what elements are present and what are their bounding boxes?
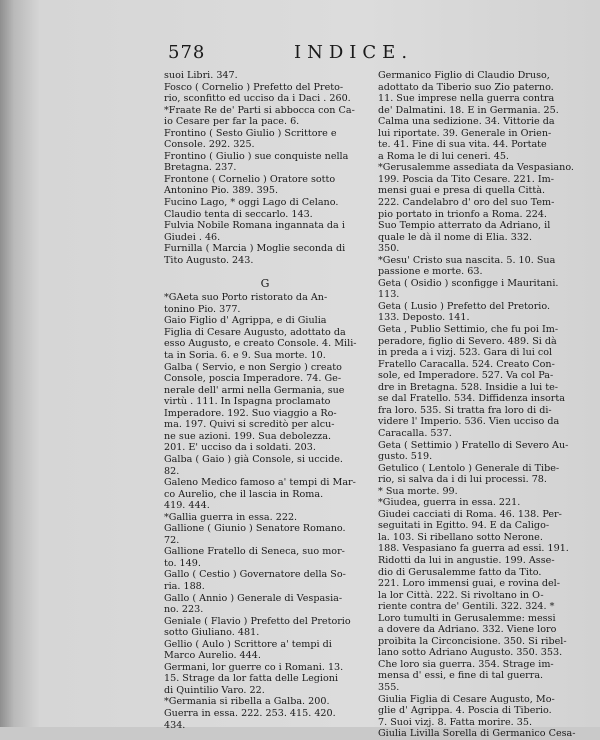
index-entry-line: Frontone ( Cornelio ) Oratore sotto bbox=[164, 173, 336, 185]
index-entry-line: 133. Deposto. 141. bbox=[378, 312, 470, 324]
index-entry-line: nerale dell' armi nella Germania, sue bbox=[164, 384, 345, 396]
index-entry-line: ria. 188. bbox=[164, 580, 205, 592]
index-entry-line: Console, poscia Imperadore. 74. Ge- bbox=[164, 373, 342, 385]
index-entry-line: videre l' Imperio. 536. Vien ucciso da bbox=[378, 416, 560, 428]
index-entry-line: gusto. 519. bbox=[378, 451, 433, 463]
index-entry-line: Giulia Livilla Sorella di Germanico Cesa- bbox=[378, 728, 576, 740]
index-entry-line: Imperadore. 192. Suo viaggio a Ro- bbox=[164, 407, 337, 419]
index-entry-line: lui riportate. 39. Generale in Orien- bbox=[378, 127, 552, 139]
index-entry-line: Ridotti da lui in angustie. 199. Asse- bbox=[378, 554, 555, 566]
index-entry-line: 419. 444. bbox=[164, 500, 210, 512]
page-title: INDICE. bbox=[294, 42, 414, 63]
index-entry-line: dio di Gerusalemme fatto da Tito. bbox=[378, 566, 542, 578]
index-entry-line: 72. bbox=[164, 534, 180, 546]
index-entry-line: * Sua morte. 99. bbox=[378, 485, 458, 497]
index-entry-line: co Aurelio, che il lascia in Roma. bbox=[164, 488, 324, 500]
index-entry-line: Fucino Lago, * oggi Lago di Celano. bbox=[164, 197, 339, 209]
index-entry-line: no. 223. bbox=[164, 604, 204, 616]
section-letter: G bbox=[260, 277, 270, 291]
index-entry-line: *Germania si ribella a Galba. 200. bbox=[164, 696, 330, 708]
index-entry-line: Gallo ( Cestio ) Governatore della So- bbox=[164, 569, 346, 581]
index-entry-line: 350. bbox=[378, 243, 400, 255]
index-entry-line: Furnilla ( Marcia ) Moglie seconda di bbox=[164, 243, 346, 255]
index-entry-line: de' Dalmatini. 18. E in Germania. 25. bbox=[378, 104, 559, 116]
index-entry-line: Geta , Publio Settimio, che fu poi Im- bbox=[378, 324, 559, 336]
index-entry-line: Gellio ( Aulo ) Scrittore a' tempi di bbox=[164, 638, 332, 650]
index-column-right bbox=[378, 70, 580, 740]
page-number: 578 bbox=[168, 42, 206, 63]
index-entry-line: Marco Aurelio. 444. bbox=[164, 650, 261, 662]
index-entry-line: suoi Libri. 347. bbox=[164, 70, 238, 81]
index-entry-line: Gallo ( Annio ) Generale di Vespasia- bbox=[164, 592, 343, 604]
index-entry-line: 82. bbox=[164, 465, 180, 477]
index-entry-line: io Cesare per far la pace. 6. bbox=[164, 116, 300, 128]
index-entry-line: 199. Poscia da Tito Cesare. 221. Im- bbox=[378, 173, 555, 185]
index-entry-line: dre in Bretagna. 528. Insidie a lui te- bbox=[378, 381, 558, 393]
index-entry-line: lano sotto Adriano Augusto. 350. 353. bbox=[378, 647, 563, 659]
index-entry-line: Giulia Figlia di Cesare Augusto, Mo- bbox=[378, 693, 555, 705]
index-entry-line: Geta ( Settimio ) Fratello di Severo Au- bbox=[378, 439, 569, 451]
index-entry-line: di Quintilio Varo. 22. bbox=[164, 684, 265, 696]
index-entry-line: sotto Giuliano. 481. bbox=[164, 627, 260, 639]
index-entry-line: rio, sconfitto ed ucciso da i Daci . 260. bbox=[164, 93, 351, 105]
index-entry-line: 355. bbox=[378, 681, 400, 693]
index-entry-line: Suo Tempio atterrato da Adriano, il bbox=[378, 220, 551, 232]
index-entry-line: Geniale ( Flavio ) Prefetto del Pretorio bbox=[164, 615, 351, 627]
index-entry-line: *Gerusalemme assediata da Vespasiano. bbox=[378, 162, 574, 174]
index-entry-line: la. 103. Si ribellano sotto Nerone. bbox=[378, 531, 543, 543]
index-entry-line: pio portato in trionfo a Roma. 224. bbox=[378, 208, 547, 220]
index-entry-line: 201. E' ucciso da i soldati. 203. bbox=[164, 442, 316, 454]
index-entry-line: mensa d' essi, e fine di tal guerra. bbox=[378, 670, 544, 682]
index-entry-line: Geta ( Osidio ) sconfigge i Mauritani. bbox=[378, 277, 559, 289]
index-entry-line: a Roma le di lui ceneri. 45. bbox=[378, 150, 509, 162]
index-entry-line: *Gesu' Cristo sua nascita. 5. 10. Sua bbox=[378, 254, 556, 266]
index-entry-line: 188. Vespasiano fa guerra ad essi. 191. bbox=[378, 543, 569, 555]
index-entry-line: Galba ( Gaio ) già Console, si uccide. bbox=[164, 453, 343, 465]
page-header bbox=[168, 42, 568, 66]
index-entry-line: se dal Fratello. 534. Diffidenza insorta bbox=[378, 393, 565, 405]
index-entry-line: rio, si salva da i di lui processi. 78. bbox=[378, 474, 547, 486]
index-entry-line: sole, ed Imperadore. 527. Va col Pa- bbox=[378, 370, 554, 382]
index-entry-line: Fosco ( Cornelio ) Prefetto del Preto- bbox=[164, 81, 344, 93]
index-entry-line: 11. Sue imprese nella guerra contra bbox=[378, 93, 555, 105]
index-entry-line: Claudio tenta di seccarlo. 143. bbox=[164, 208, 313, 220]
index-entry-line: Fulvia Nobile Romana ingannata da i bbox=[164, 220, 345, 232]
index-entry-line: 7. Suoi vizj. 8. Fatta morire. 35. bbox=[378, 716, 533, 728]
index-entry-line: Calma una sedizione. 34. Vittorie da bbox=[378, 116, 555, 128]
index-entry-line: Giudei cacciati di Roma. 46. 138. Per- bbox=[378, 508, 562, 520]
index-entry-line: Fratello Caracalla. 524. Creato Con- bbox=[378, 358, 555, 370]
index-entry-line: virtù . 111. In Ispagna proclamato bbox=[164, 396, 331, 408]
index-entry-line: Tito Augusto. 243. bbox=[164, 254, 254, 266]
index-entry-line: tonino Pio. 377. bbox=[164, 303, 241, 315]
index-entry-line: Gaio Figlio d' Agrippa, e di Giulia bbox=[164, 315, 327, 327]
index-entry-line: Giudei . 46. bbox=[164, 231, 221, 243]
index-entry-line: fra loro. 535. Si tratta fra loro di di- bbox=[378, 404, 552, 416]
index-entry-line: ma. 197. Quivi si screditò per alcu- bbox=[164, 419, 335, 431]
index-entry-line: la lor Città. 222. Si rivoltano in O- bbox=[378, 589, 544, 601]
index-entry-line: in preda a i vizj. 523. Gara di lui col bbox=[378, 347, 553, 359]
index-entry-line: *Fraate Re de' Parti si abbocca con Ca- bbox=[164, 104, 355, 116]
index-entry-line: *Giudea, guerra in essa. 221. bbox=[378, 497, 521, 509]
index-entry-line: seguitati in Egitto. 94. E da Caligo- bbox=[378, 520, 550, 532]
index-entry-line: te. 41. Fine di sua vita. 44. Portate bbox=[378, 139, 547, 151]
index-entry-line: passione e morte. 63. bbox=[378, 266, 483, 278]
index-entry-line: Console. 292. 325. bbox=[164, 139, 255, 151]
index-entry-line: Frontino ( Sesto Giulio ) Scrittore e bbox=[164, 127, 337, 139]
index-entry-line: Germanico Figlio di Claudio Druso, bbox=[378, 70, 550, 81]
index-entry-line: Guerra in essa. 222. 253. 415. 420. bbox=[164, 707, 336, 719]
index-entry-line: to. 149. bbox=[164, 557, 201, 569]
index-entry-line: esso Augusto, e creato Console. 4. Mili- bbox=[164, 338, 357, 350]
index-entry-line: Caracalla. 537. bbox=[378, 427, 452, 439]
index-entry-line: Antonino Pio. 389. 395. bbox=[164, 185, 278, 197]
index-entry-line: riente contra de' Gentili. 322. 324. * bbox=[378, 601, 555, 613]
index-entry-line: Bretagna. 237. bbox=[164, 162, 237, 174]
index-entry-line: quale le dà il nome di Elia. 332. bbox=[378, 231, 533, 243]
index-entry-line: 15. Strage da lor fatta delle Legioni bbox=[164, 673, 339, 685]
index-entry-line: *GAeta suo Porto ristorato da An- bbox=[164, 292, 328, 304]
index-entry-line: Gallione ( Giunio ) Senatore Romano. bbox=[164, 523, 346, 535]
index-column-left bbox=[164, 70, 366, 731]
index-entry-line: Galeno Medico famoso a' tempi di Mar- bbox=[164, 477, 356, 489]
index-entry-line: 221. Loro immensi guai, e rovina del- bbox=[378, 578, 560, 590]
index-entry-line: Geta ( Lusio ) Prefetto del Pretorio. bbox=[378, 300, 550, 312]
index-entry-line: Gallione Fratello di Seneca, suo mor- bbox=[164, 546, 345, 558]
index-entry-line: 434. bbox=[164, 719, 186, 731]
index-entry-line: peradore, figlio di Severo. 489. Si dà bbox=[378, 335, 557, 347]
index-entry-line: Che loro sia guerra. 354. Strage im- bbox=[378, 658, 554, 670]
index-entry-line: Galba ( Servio, e non Sergio ) creato bbox=[164, 361, 342, 373]
index-entry-line: Germani, lor guerre co i Romani. 13. bbox=[164, 661, 344, 673]
index-entry-line: Getulico ( Lentolo ) Generale di Tibe- bbox=[378, 462, 560, 474]
index-entry-line: ne sue azioni. 199. Sua debolezza. bbox=[164, 430, 331, 442]
index-entry-line: 113. bbox=[378, 289, 400, 301]
index-entry-line: proibita la Circoncisione. 350. Si ribel- bbox=[378, 635, 567, 647]
index-entry-line: mensi guai e presa di quella Città. bbox=[378, 185, 546, 197]
index-entry-line: a dovere da Adriano. 332. Viene loro bbox=[378, 624, 557, 636]
index-entry-line: Frontino ( Giulio ) sue conquiste nella bbox=[164, 150, 349, 162]
index-entry-line: *Gallia guerra in essa. 222. bbox=[164, 511, 298, 523]
index-entry-line: adottato da Tiberio suo Zio paterno. bbox=[378, 81, 554, 93]
index-entry-line: Figlia di Cesare Augusto, adottato da bbox=[164, 326, 346, 338]
index-entry-line: glie d' Agrippa. 4. Poscia di Tiberio. bbox=[378, 705, 552, 717]
index-entry-line: Loro tumulti in Gerusalemme: messi bbox=[378, 612, 556, 624]
index-entry-line: ta in Soria. 6. e 9. Sua morte. 10. bbox=[164, 350, 326, 362]
index-entry-line: 222. Candelabro d' oro del suo Tem- bbox=[378, 197, 555, 209]
